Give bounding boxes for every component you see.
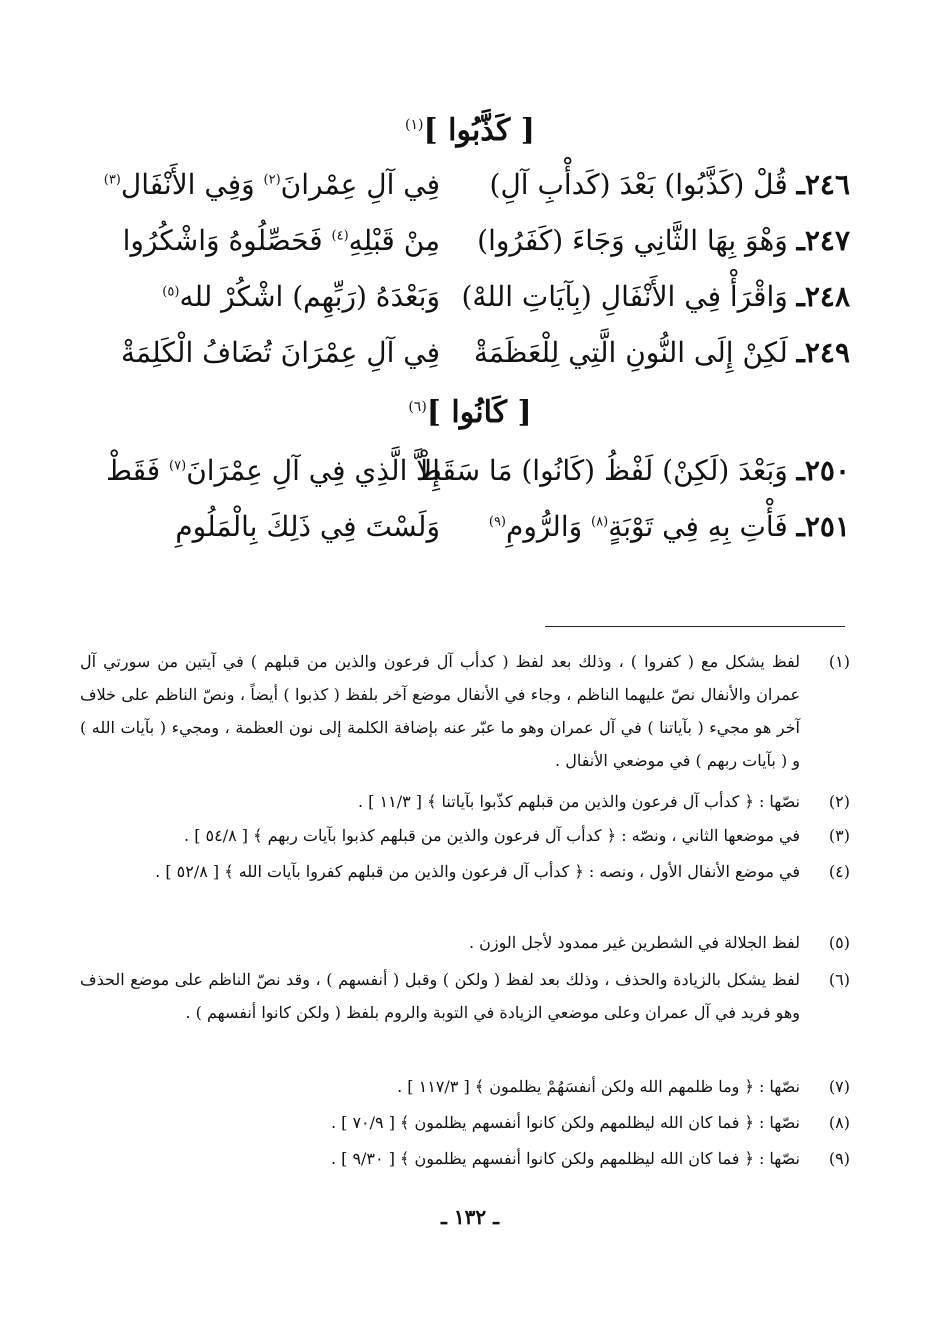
verse-number: ٢٥١ـ bbox=[796, 510, 850, 543]
verse-text: وَبَعْدَهُ (رَبِّهِم) اشْكُرْ لله bbox=[179, 280, 440, 313]
footnote-text: في موضعها الثاني ، ونصّه : ﴿ كدأب آل فرعون والذين من قبلهم كذبوا بآيات ربهم ﴾ [ ٥٤/٨ ] . bbox=[184, 826, 800, 845]
verse-text: وَلَسْتَ فِي ذَلِكَ بِالْمَلُومِ bbox=[175, 510, 440, 543]
verse-second-hemistich bbox=[80, 499, 440, 555]
verse-text: وَاقْرَأْ فِي الأَنْفَالِ (بِآيَاتِ اللهْ) bbox=[461, 280, 788, 313]
verse-text: فَحَصِّلُوهُ وَاشْكُرُوا bbox=[122, 224, 323, 257]
section-title: [ كَذَّبُوا ] bbox=[423, 113, 535, 148]
footnote bbox=[80, 645, 850, 777]
footnote-text: نصّها : ﴿ فما كان الله ليظلمهم ولكن كانوا أنفسهم يظلمون ﴾ [ ٧٠/٩ ] . bbox=[330, 1113, 800, 1132]
footnote-text: لفظ يشكل مع ( كفروا ) ، وذلك بعد لفظ ( كدأب آل فرعون والذين من قبلهم ) في آيتين من سورتي آل عمران والأنفال نصّ عليهما الناظم ، وجاء في الأنفال موضع آخر بلفظ ( كذبوا ) أيضاً ، ونصّ الناظم على خلاف آخر هو مجيء ( بآياتنا ) في آل عمران وهو ما عبّر عنه بإضافة الكلمة إلى نون العظمة ، ومجيء ( بآيات الله ) و ( بآيات ربهم ) في موضعي الأنفال . bbox=[80, 652, 800, 770]
verse-number: ٢٤٧ـ bbox=[796, 224, 850, 257]
footnote-number: (٥) bbox=[828, 933, 850, 952]
footnote-number: (٦) bbox=[828, 970, 850, 989]
verse-line bbox=[80, 443, 850, 499]
verse-text: فَقَطْ bbox=[106, 454, 161, 487]
footnote-ref: (٩) bbox=[488, 514, 506, 530]
footnote-ref: (٥) bbox=[162, 284, 180, 300]
verse-second-hemistich bbox=[80, 325, 440, 381]
verse-number: ٢٤٦ـ bbox=[796, 168, 850, 201]
footnote-text: لفظ يشكل بالزيادة والحذف ، وذلك بعد لفظ ( ولكن ) وقبل ( أنفسهم ) ، وقد نصّ الناظم على موضع الحذف وهو فريد في آل عمران وعلى موضعي الزيادة في التوبة والروم بلفظ ( ولكن كانوا أنفسهم ) . bbox=[80, 970, 800, 1022]
footnote bbox=[80, 785, 850, 818]
footnote-text: في موضع الأنفال الأول ، ونصه : ﴿ كدأب آل فرعون والذين من قبلهم كفروا بآيات الله ﴾ [ ٥٢/٨ ] . bbox=[155, 862, 800, 881]
section-title: [ كَانُوا ] bbox=[426, 395, 532, 430]
verse-text: فَأْتِ بِهِ فِي تَوْبَةٍ bbox=[608, 510, 788, 543]
footnote-ref: (٧) bbox=[169, 458, 187, 474]
footnote-text: نصّها : ﴿ فما كان الله ليظلمهم ولكن كانوا أنفسهم يظلمون ﴾ [ ٩/٣٠ ] . bbox=[330, 1149, 800, 1168]
verse-second-hemistich bbox=[80, 269, 440, 325]
page-number: ـ ١٣٢ ـ bbox=[441, 1205, 499, 1229]
footnote bbox=[80, 963, 850, 1029]
verse-number: ٢٤٩ـ bbox=[796, 336, 850, 369]
verse-text: فِي آلِ عِمْرانَ bbox=[280, 168, 440, 201]
verse-number: ٢٤٨ـ bbox=[796, 280, 850, 313]
footnote-number: (٧) bbox=[828, 1077, 850, 1096]
footnote-number: (٣) bbox=[828, 826, 850, 845]
verse-first-hemistich bbox=[460, 499, 850, 555]
verse-line bbox=[80, 213, 850, 269]
footnote-separator bbox=[545, 626, 845, 627]
verse-text: قُلْ (كَذَّبُوا) بَعْدَ (كَدأْبِ آلِ) bbox=[489, 168, 788, 201]
footnote bbox=[80, 1142, 850, 1175]
verse-first-hemistich bbox=[460, 213, 850, 269]
section-heading-kanu bbox=[0, 387, 940, 433]
footnote-text: نصّها : ﴿ كدأب آل فرعون والذين من قبلهم كذّبوا بآياتنا ﴾ [ ١١/٣ ] . bbox=[358, 792, 800, 811]
verse-second-hemistich bbox=[80, 213, 440, 269]
verse-text: وَفِي الأَنْفَال bbox=[120, 168, 255, 201]
verse-line bbox=[80, 157, 850, 213]
footnote bbox=[80, 855, 850, 888]
footnote-ref: (٨) bbox=[591, 514, 609, 530]
footnote-number: (٢) bbox=[828, 792, 850, 811]
verse-text: وَالرُّومِ bbox=[506, 510, 583, 543]
footnote bbox=[80, 1106, 850, 1139]
verse-first-hemistich bbox=[460, 325, 850, 381]
verse-text: مِنْ قَبْلِهِ bbox=[348, 224, 440, 257]
verse-line bbox=[80, 325, 850, 381]
verse-line bbox=[80, 269, 850, 325]
verse-first-hemistich bbox=[415, 443, 850, 499]
footnote-number: (١) bbox=[828, 652, 850, 671]
footnote-number: (٨) bbox=[828, 1113, 850, 1132]
verse-text: وَبَعْدَ (لَكِنْ) لَفْظُ (كَانُوا) مَا سَقَطْ bbox=[415, 454, 788, 487]
verse-text: إِلاَّ الَّذِي فِي آلِ عِمْرَانَ bbox=[186, 454, 440, 487]
footnote-text: لفظ الجلالة في الشطرين غير ممدود لأجل الوزن . bbox=[468, 933, 800, 952]
footnote bbox=[80, 926, 850, 959]
footnote-ref: (٤) bbox=[331, 228, 349, 244]
section-heading-kadhdhabu bbox=[0, 105, 940, 151]
footnote-ref: (١) bbox=[405, 117, 424, 133]
verse-number: ٢٥٠ـ bbox=[796, 454, 850, 487]
verse-text: فِي آلِ عِمْرَانَ تُضَافُ الْكَلِمَةْ bbox=[120, 336, 440, 369]
verse-second-hemistich bbox=[80, 443, 440, 499]
footnote-ref: (٦) bbox=[408, 399, 427, 415]
footnote-number: (٤) bbox=[828, 862, 850, 881]
verse-first-hemistich bbox=[460, 269, 850, 325]
footnote-text: نصّها : ﴿ وما ظلمهم الله ولكن أنفسَهُمْ يظلمون ﴾ [ ١١٧/٣ ] . bbox=[397, 1077, 800, 1096]
verse-first-hemistich bbox=[460, 157, 850, 213]
footnote bbox=[80, 1070, 850, 1103]
footnote-ref: (٢) bbox=[263, 172, 281, 188]
footnote bbox=[80, 819, 850, 852]
verse-text: لَكِنْ إِلَى النُّونِ الَّتِي لِلْعَظَمَةْ bbox=[473, 336, 788, 369]
verse-second-hemistich bbox=[80, 157, 440, 213]
verse-line bbox=[80, 499, 850, 555]
verse-text: وَهْوَ بِهَا الثَّانِي وَجَاءَ (كَفَرُوا) bbox=[477, 224, 788, 257]
footnote-number: (٩) bbox=[828, 1149, 850, 1168]
footnote-ref: (٣) bbox=[103, 172, 121, 188]
